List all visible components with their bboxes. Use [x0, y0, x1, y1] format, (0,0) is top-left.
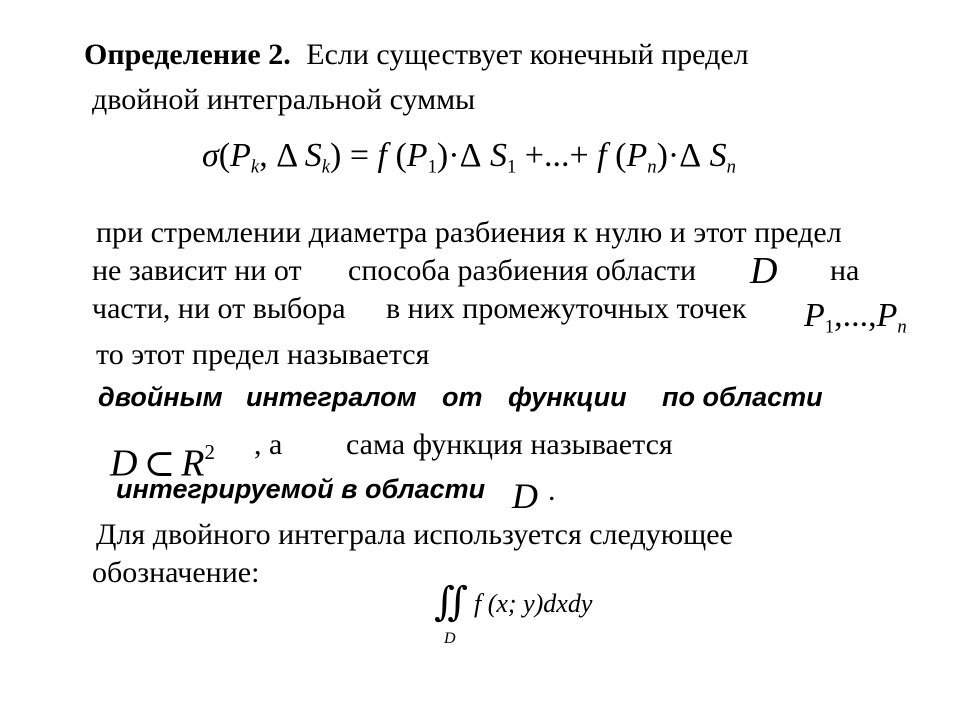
definition-label: Определение 2.	[84, 38, 291, 71]
body-line-6a: , а	[254, 428, 283, 461]
term-integrable: интегрируемой в области	[116, 474, 486, 504]
term-function: функции	[508, 382, 627, 412]
body-line-2c: на	[830, 254, 860, 287]
region-d-symbol: D	[750, 250, 778, 292]
double-integral-icon: ∬	[434, 579, 469, 625]
body-line-2b: способа разбиения области	[348, 254, 697, 287]
body-line-8: Для двойного интеграла используется следующее	[96, 518, 733, 551]
region-d-symbol-2: D	[512, 476, 538, 516]
body-line-9: обозначение:	[92, 556, 260, 589]
body-line-1: при стремлении диаметра разбиения к нулю и этот предел	[96, 216, 842, 249]
body-line-3b: в них промежуточных точек	[386, 292, 747, 325]
integral-sum-formula: $\sigma(P_k$, Δ $S_k) = f$ $(P_1)\cdot\Delta$ $S_1$ +...+ f $(P_n)\cdot\Delta$ $S_n$	[202, 137, 736, 178]
d-subset-r2: D ⊂ $R^2$	[110, 440, 215, 485]
body-line-2a: не зависит ни от	[92, 254, 302, 287]
term-of: от	[442, 382, 483, 412]
points-p1-pn: $P_1,...,P_n$	[804, 297, 907, 338]
sigma-symbol: σ	[202, 137, 219, 174]
period: .	[548, 474, 556, 507]
term-integral: интегралом	[246, 382, 417, 412]
body-line-4: то этот предел называется	[96, 338, 430, 371]
body-line-3a: части, ни от выбора	[92, 292, 346, 325]
body-line-6b: сама функция называется	[346, 428, 673, 461]
definition-intro-line1: Если существует конечный предел	[306, 38, 749, 71]
definition-heading	[84, 38, 749, 72]
integrand: f (x; y)dxdy	[474, 589, 593, 618]
integral-region-label: D	[444, 630, 456, 647]
term-region: по области	[662, 382, 823, 412]
term-double: двойным	[98, 382, 223, 412]
definition-intro-line2: двойной интегральной суммы	[92, 83, 476, 116]
subset-symbol: ⊂	[143, 442, 176, 485]
